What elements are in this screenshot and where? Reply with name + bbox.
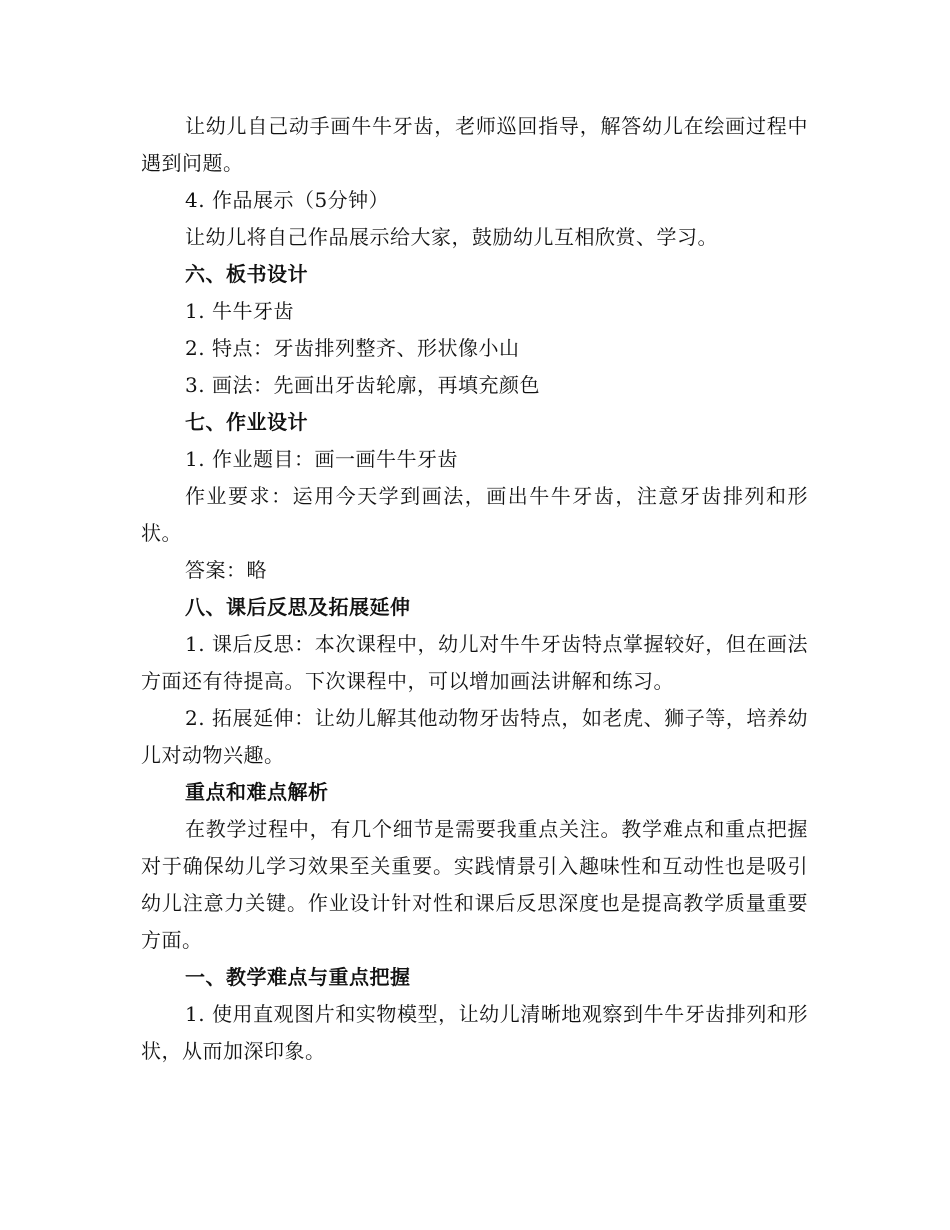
- section-heading: 一、教学难点与重点把握: [185, 965, 411, 989]
- list-item: 2. 拓展延伸：让幼儿解其他动物牙齿特点，如老虎、狮子等，培养幼儿对动物兴趣。: [141, 706, 808, 767]
- document-body: [141, 108, 808, 1070]
- list-item: 2. 特点：牙齿排列整齐、形状像小山: [185, 336, 520, 360]
- list-item: 1. 牛牛牙齿: [185, 299, 294, 323]
- paragraph: 答案：略: [185, 558, 267, 582]
- paragraph: 作业要求：运用今天学到画法，画出牛牛牙齿，注意牙齿排列和形状。: [141, 484, 808, 545]
- section-heading: 七、作业设计: [185, 410, 308, 434]
- list-item: 3. 画法：先画出牙齿轮廓，再填充颜色: [185, 373, 540, 397]
- section-heading: 六、板书设计: [185, 262, 308, 286]
- section-heading: 重点和难点解析: [185, 780, 329, 804]
- section-heading: 八、课后反思及拓展延伸: [185, 595, 411, 619]
- list-item: 1. 使用直观图片和实物模型，让幼儿清晰地观察到牛牛牙齿排列和形状，从而加深印象。: [141, 1002, 808, 1063]
- paragraph: 让幼儿自己动手画牛牛牙齿，老师巡回指导，解答幼儿在绘画过程中遇到问题。: [141, 114, 808, 175]
- list-item: 1. 作业题目：画一画牛牛牙齿: [185, 447, 458, 471]
- paragraph: 4. 作品展示（5分钟）: [185, 188, 390, 212]
- paragraph: 让幼儿将自己作品展示给大家，鼓励幼儿互相欣赏、学习。: [185, 225, 718, 249]
- list-item: 1. 课后反思：本次课程中，幼儿对牛牛牙齿特点掌握较好，但在画法方面还有待提高。下次课程中，可以增加画法讲解和练习。: [141, 632, 808, 693]
- paragraph: 在教学过程中，有几个细节是需要我重点关注。教学难点和重点把握对于确保幼儿学习效果至关重要。实践情景引入趣味性和互动性也是吸引幼儿注意力关键。作业设计针对性和课后反思深度也是提高教学质量重要方面。: [141, 817, 808, 952]
